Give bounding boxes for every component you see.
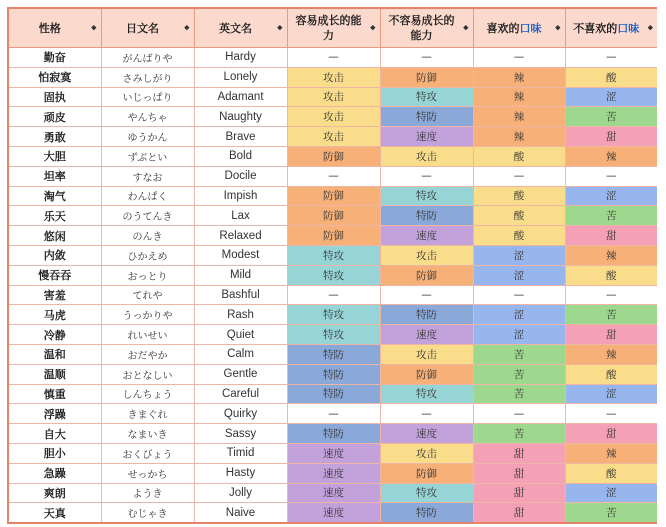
english-name-cell: Rash xyxy=(194,305,287,325)
liked-flavor-cell: 酸 xyxy=(473,206,565,226)
disliked-flavor-cell: 涩 xyxy=(565,186,657,206)
nature-name-cell: 爽朗 xyxy=(8,483,101,503)
liked-flavor-cell: — xyxy=(473,166,565,186)
sort-icon[interactable]: ◆ xyxy=(463,23,469,32)
table-row xyxy=(8,48,657,68)
japanese-name-cell: ひかえめ xyxy=(101,245,194,265)
nature-name-cell: 乐天 xyxy=(8,206,101,226)
japanese-name-cell: のうてんき xyxy=(101,206,194,226)
nature-name-cell: 固执 xyxy=(8,87,101,107)
english-name-cell: Impish xyxy=(194,186,287,206)
flavor-link[interactable]: 口味 xyxy=(617,21,640,35)
decreased-stat-cell: 攻击 xyxy=(380,344,473,364)
english-name-cell: Gentle xyxy=(194,364,287,384)
english-name-cell: Modest xyxy=(194,245,287,265)
table-row xyxy=(8,265,657,285)
japanese-name-cell: ゆうかん xyxy=(101,127,194,147)
liked-flavor-cell: 苦 xyxy=(473,344,565,364)
japanese-name-cell: うっかりや xyxy=(101,305,194,325)
japanese-name-cell: のんき xyxy=(101,226,194,246)
liked-flavor-cell: 甜 xyxy=(473,503,565,523)
table-row xyxy=(8,186,657,206)
decreased-stat-cell: 速度 xyxy=(380,325,473,345)
increased-stat-cell: 防御 xyxy=(287,206,380,226)
nature-name-cell: 马虎 xyxy=(8,305,101,325)
increased-stat-cell: 特防 xyxy=(287,424,380,444)
disliked-flavor-cell: 甜 xyxy=(565,424,657,444)
increased-stat-cell: 速度 xyxy=(287,503,380,523)
sort-icon[interactable]: ◆ xyxy=(91,23,97,32)
japanese-name-cell: おくびょう xyxy=(101,443,194,463)
nature-name-cell: 害羞 xyxy=(8,285,101,305)
decreased-stat-cell: — xyxy=(380,285,473,305)
decreased-stat-cell: 特防 xyxy=(380,503,473,523)
english-name-cell: Quiet xyxy=(194,325,287,345)
nature-name-cell: 冷静 xyxy=(8,325,101,345)
decreased-stat-cell: 攻击 xyxy=(380,245,473,265)
disliked-flavor-cell: 酸 xyxy=(565,67,657,87)
english-name-cell: Lonely xyxy=(194,67,287,87)
disliked-flavor-cell: — xyxy=(565,404,657,424)
nature-name-cell: 大胆 xyxy=(8,146,101,166)
english-name-cell: Hasty xyxy=(194,463,287,483)
liked-flavor-cell: 涩 xyxy=(473,305,565,325)
disliked-flavor-cell: 甜 xyxy=(565,226,657,246)
decreased-stat-cell: — xyxy=(380,166,473,186)
liked-flavor-cell: 辣 xyxy=(473,107,565,127)
increased-stat-cell: — xyxy=(287,285,380,305)
column-header-japanese-name[interactable]: 日文名 ◆ xyxy=(101,8,194,48)
table-body xyxy=(8,48,657,524)
english-name-cell: Adamant xyxy=(194,87,287,107)
disliked-flavor-cell: 涩 xyxy=(565,384,657,404)
nature-name-cell: 坦率 xyxy=(8,166,101,186)
disliked-flavor-cell: 酸 xyxy=(565,265,657,285)
decreased-stat-cell: 特攻 xyxy=(380,384,473,404)
increased-stat-cell: 特攻 xyxy=(287,265,380,285)
table-row xyxy=(8,325,657,345)
table-row xyxy=(8,146,657,166)
japanese-name-cell: おっとり xyxy=(101,265,194,285)
japanese-name-cell: やんちゃ xyxy=(101,107,194,127)
japanese-name-cell: なまいき xyxy=(101,424,194,444)
increased-stat-cell: — xyxy=(287,48,380,68)
decreased-stat-cell: 速度 xyxy=(380,226,473,246)
disliked-flavor-cell: 辣 xyxy=(565,443,657,463)
japanese-name-cell: ずぶとい xyxy=(101,146,194,166)
english-name-cell: Timid xyxy=(194,443,287,463)
nature-name-cell: 浮躁 xyxy=(8,404,101,424)
english-name-cell: Hardy xyxy=(194,48,287,68)
english-name-cell: Jolly xyxy=(194,483,287,503)
table-row xyxy=(8,285,657,305)
increased-stat-cell: 防御 xyxy=(287,186,380,206)
column-header-liked-flavor[interactable]: 喜欢的口味 ◆ xyxy=(473,8,565,48)
decreased-stat-cell: 防御 xyxy=(380,463,473,483)
english-name-cell: Bold xyxy=(194,146,287,166)
nature-name-cell: 自大 xyxy=(8,424,101,444)
table-row xyxy=(8,107,657,127)
decreased-stat-cell: 攻击 xyxy=(380,146,473,166)
nature-name-cell: 天真 xyxy=(8,503,101,523)
decreased-stat-cell: 特防 xyxy=(380,305,473,325)
increased-stat-cell: 攻击 xyxy=(287,107,380,127)
flavor-link[interactable]: 口味 xyxy=(519,21,542,35)
nature-name-cell: 胆小 xyxy=(8,443,101,463)
increased-stat-cell: 攻击 xyxy=(287,127,380,147)
liked-flavor-cell: — xyxy=(473,285,565,305)
japanese-name-cell: わんぱく xyxy=(101,186,194,206)
english-name-cell: Calm xyxy=(194,344,287,364)
japanese-name-cell: すなお xyxy=(101,166,194,186)
table-row xyxy=(8,463,657,483)
table-row xyxy=(8,127,657,147)
nature-name-cell: 悠闲 xyxy=(8,226,101,246)
decreased-stat-cell: 特攻 xyxy=(380,186,473,206)
english-name-cell: Careful xyxy=(194,384,287,404)
nature-name-cell: 顽皮 xyxy=(8,107,101,127)
english-name-cell: Naive xyxy=(194,503,287,523)
disliked-flavor-cell: 苦 xyxy=(565,503,657,523)
table-row xyxy=(8,226,657,246)
decreased-stat-cell: 特攻 xyxy=(380,483,473,503)
table-row xyxy=(8,424,657,444)
japanese-name-cell: さみしがり xyxy=(101,67,194,87)
disliked-flavor-cell: — xyxy=(565,48,657,68)
table-row xyxy=(8,166,657,186)
column-header-english-name[interactable]: 英文名 ◆ xyxy=(194,8,287,48)
liked-flavor-cell: 甜 xyxy=(473,443,565,463)
english-name-cell: Mild xyxy=(194,265,287,285)
decreased-stat-cell: 速度 xyxy=(380,424,473,444)
liked-flavor-cell: 涩 xyxy=(473,245,565,265)
nature-name-cell: 急躁 xyxy=(8,463,101,483)
liked-flavor-cell: 甜 xyxy=(473,463,565,483)
english-name-cell: Naughty xyxy=(194,107,287,127)
japanese-name-cell: おとなしい xyxy=(101,364,194,384)
increased-stat-cell: 攻击 xyxy=(287,87,380,107)
decreased-stat-cell: 攻击 xyxy=(380,443,473,463)
nature-name-cell: 温顺 xyxy=(8,364,101,384)
english-name-cell: Quirky xyxy=(194,404,287,424)
nature-name-cell: 慢吞吞 xyxy=(8,265,101,285)
table-row xyxy=(8,67,657,87)
japanese-name-cell: れいせい xyxy=(101,325,194,345)
sort-icon[interactable]: ◆ xyxy=(647,23,653,32)
increased-stat-cell: 特攻 xyxy=(287,325,380,345)
liked-flavor-cell: — xyxy=(473,404,565,424)
english-name-cell: Docile xyxy=(194,166,287,186)
disliked-flavor-cell: 甜 xyxy=(565,127,657,147)
increased-stat-cell: 防御 xyxy=(287,226,380,246)
increased-stat-cell: 速度 xyxy=(287,463,380,483)
decreased-stat-cell: 特防 xyxy=(380,107,473,127)
liked-flavor-cell: 辣 xyxy=(473,127,565,147)
japanese-name-cell: きまぐれ xyxy=(101,404,194,424)
increased-stat-cell: 特防 xyxy=(287,364,380,384)
table-header-row xyxy=(8,8,657,48)
japanese-name-cell: むじゃき xyxy=(101,503,194,523)
decreased-stat-cell: 防御 xyxy=(380,67,473,87)
disliked-flavor-cell: 苦 xyxy=(565,305,657,325)
english-name-cell: Sassy xyxy=(194,424,287,444)
table-row xyxy=(8,503,657,523)
disliked-flavor-cell: 酸 xyxy=(565,463,657,483)
table-row xyxy=(8,344,657,364)
decreased-stat-cell: 特防 xyxy=(380,206,473,226)
disliked-flavor-cell: 辣 xyxy=(565,344,657,364)
english-name-cell: Brave xyxy=(194,127,287,147)
liked-flavor-cell: 涩 xyxy=(473,265,565,285)
liked-flavor-cell: 辣 xyxy=(473,67,565,87)
increased-stat-cell: 特防 xyxy=(287,344,380,364)
nature-name-cell: 勇敢 xyxy=(8,127,101,147)
japanese-name-cell: がんばりや xyxy=(101,48,194,68)
column-header-decreased-stat[interactable]: 不容易成长的能力 ◆ xyxy=(380,8,473,48)
japanese-name-cell: おだやか xyxy=(101,344,194,364)
disliked-flavor-cell: 涩 xyxy=(565,483,657,503)
increased-stat-cell: 特攻 xyxy=(287,245,380,265)
liked-flavor-cell: 辣 xyxy=(473,87,565,107)
liked-flavor-cell: 甜 xyxy=(473,483,565,503)
japanese-name-cell: ようき xyxy=(101,483,194,503)
table-row xyxy=(8,443,657,463)
table-row xyxy=(8,305,657,325)
sort-icon[interactable]: ◆ xyxy=(555,23,561,32)
disliked-flavor-cell: 甜 xyxy=(565,325,657,345)
increased-stat-cell: 特攻 xyxy=(287,305,380,325)
disliked-flavor-cell: 涩 xyxy=(565,87,657,107)
liked-flavor-cell: 涩 xyxy=(473,325,565,345)
disliked-flavor-cell: 辣 xyxy=(565,146,657,166)
increased-stat-cell: — xyxy=(287,404,380,424)
column-header-nature[interactable]: 性格 ◆ xyxy=(8,8,101,48)
nature-name-cell: 内敛 xyxy=(8,245,101,265)
disliked-flavor-cell: 苦 xyxy=(565,206,657,226)
disliked-flavor-cell: 酸 xyxy=(565,364,657,384)
decreased-stat-cell: — xyxy=(380,404,473,424)
japanese-name-cell: しんちょう xyxy=(101,384,194,404)
table-row xyxy=(8,483,657,503)
liked-flavor-cell: 酸 xyxy=(473,186,565,206)
table-row xyxy=(8,384,657,404)
increased-stat-cell: 特防 xyxy=(287,384,380,404)
liked-flavor-cell: 苦 xyxy=(473,424,565,444)
table-row xyxy=(8,404,657,424)
liked-flavor-cell: 苦 xyxy=(473,384,565,404)
decreased-stat-cell: 特攻 xyxy=(380,87,473,107)
japanese-name-cell: せっかち xyxy=(101,463,194,483)
sort-icon[interactable]: ◆ xyxy=(370,23,376,32)
disliked-flavor-cell: — xyxy=(565,285,657,305)
nature-table xyxy=(7,7,657,524)
increased-stat-cell: 防御 xyxy=(287,146,380,166)
disliked-flavor-cell: 苦 xyxy=(565,107,657,127)
decreased-stat-cell: 防御 xyxy=(380,364,473,384)
table-row xyxy=(8,87,657,107)
increased-stat-cell: 速度 xyxy=(287,483,380,503)
japanese-name-cell: いじっぱり xyxy=(101,87,194,107)
disliked-flavor-cell: — xyxy=(565,166,657,186)
table-row xyxy=(8,245,657,265)
column-header-disliked-flavor[interactable]: 不喜欢的口味 ◆ xyxy=(565,8,657,48)
liked-flavor-cell: 苦 xyxy=(473,364,565,384)
increased-stat-cell: 攻击 xyxy=(287,67,380,87)
liked-flavor-cell: 酸 xyxy=(473,146,565,166)
increased-stat-cell: — xyxy=(287,166,380,186)
disliked-flavor-cell: 辣 xyxy=(565,245,657,265)
sort-icon[interactable]: ◆ xyxy=(184,23,190,32)
nature-name-cell: 温和 xyxy=(8,344,101,364)
nature-name-cell: 淘气 xyxy=(8,186,101,206)
table-row xyxy=(8,364,657,384)
liked-flavor-cell: — xyxy=(473,48,565,68)
japanese-name-cell: てれや xyxy=(101,285,194,305)
increased-stat-cell: 速度 xyxy=(287,443,380,463)
sort-icon[interactable]: ◆ xyxy=(277,23,283,32)
nature-name-cell: 慎重 xyxy=(8,384,101,404)
decreased-stat-cell: — xyxy=(380,48,473,68)
nature-name-cell: 怕寂寞 xyxy=(8,67,101,87)
table-row xyxy=(8,206,657,226)
english-name-cell: Lax xyxy=(194,206,287,226)
english-name-cell: Relaxed xyxy=(194,226,287,246)
decreased-stat-cell: 速度 xyxy=(380,127,473,147)
english-name-cell: Bashful xyxy=(194,285,287,305)
liked-flavor-cell: 酸 xyxy=(473,226,565,246)
nature-name-cell: 勤奋 xyxy=(8,48,101,68)
nature-table-container xyxy=(7,7,657,527)
decreased-stat-cell: 防御 xyxy=(380,265,473,285)
column-header-increased-stat[interactable]: 容易成长的能力 ◆ xyxy=(287,8,380,48)
